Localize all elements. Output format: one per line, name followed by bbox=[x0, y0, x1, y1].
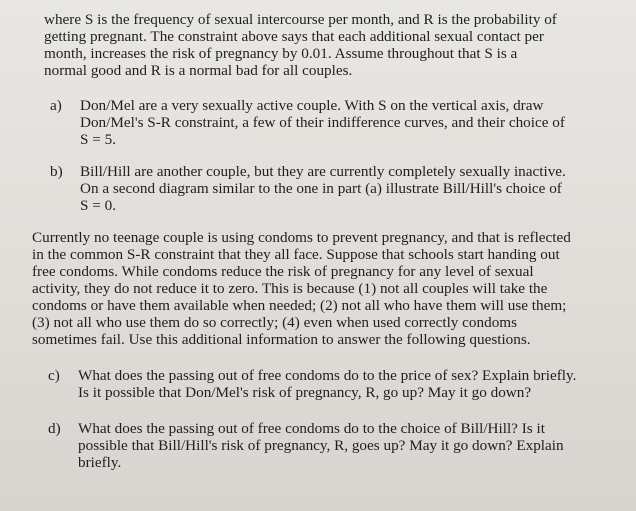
question-a-line: Don/Mel's S-R constraint, a few of their indifference curves, and their choice of bbox=[80, 114, 565, 131]
context-line: condoms or have them available when needed; (2) not all who have them will use them; bbox=[32, 297, 567, 314]
intro-line: normal good and R is a normal bad for all couples. bbox=[44, 62, 353, 79]
question-d-line: What does the passing out of free condoms do to the choice of Bill/Hill? Is it bbox=[78, 420, 545, 437]
question-a-line: S = 5. bbox=[80, 131, 116, 148]
intro-line: month, increases the risk of pregnancy by 0.01. Assume throughout that S is a bbox=[44, 45, 518, 62]
question-d-line: briefly. bbox=[78, 454, 122, 471]
question-b-text bbox=[80, 163, 566, 214]
question-b-label: b) bbox=[50, 163, 63, 180]
context-line: (3) not all who use them do so correctly; (4) even when used correctly condoms bbox=[32, 314, 518, 331]
question-b-line: S = 0. bbox=[80, 197, 116, 214]
question-a-line: Don/Mel are a very sexually active couple. With S on the vertical axis, draw bbox=[80, 97, 544, 114]
question-b-line: Bill/Hill are another couple, but they are currently completely sexually inactive. bbox=[80, 163, 566, 180]
question-c-text bbox=[78, 367, 576, 401]
intro-paragraph bbox=[44, 11, 564, 79]
context-line: in the common S-R constraint that they all face. Suppose that schools start handing out bbox=[32, 246, 560, 263]
question-c-label: c) bbox=[48, 367, 60, 384]
question-a-text bbox=[80, 97, 565, 148]
question-a bbox=[50, 97, 570, 149]
question-a-label: a) bbox=[50, 97, 62, 114]
question-c-line: What does the passing out of free condoms do to the price of sex? Explain briefly. bbox=[78, 367, 577, 384]
question-d-label: d) bbox=[48, 420, 61, 437]
intro-line: getting pregnant. The constraint above says that each additional sexual contact per bbox=[44, 28, 544, 45]
intro-line: where S is the frequency of sexual intercourse per month, and R is the probability of bbox=[44, 11, 557, 28]
context-line: free condoms. While condoms reduce the risk of pregnancy for any level of sexual bbox=[32, 263, 534, 280]
context-line: sometimes fail. Use this additional information to answer the following questions. bbox=[32, 331, 531, 348]
context-line: activity, they do not reduce it to zero. This is because (1) not all couples will take the bbox=[32, 280, 548, 297]
context-line: Currently no teenage couple is using condoms to prevent pregnancy, and that is reflected bbox=[32, 229, 571, 246]
question-c-line: Is it possible that Don/Mel's risk of pregnancy, R, go up? May it go down? bbox=[78, 384, 532, 401]
question-d bbox=[48, 420, 588, 474]
question-b-line: On a second diagram similar to the one in part (a) illustrate Bill/Hill's choice of bbox=[80, 180, 562, 197]
question-b bbox=[50, 163, 570, 215]
question-d-line: possible that Bill/Hill's risk of pregnancy, R, goes up? May it go down? Explain bbox=[78, 437, 564, 454]
question-c bbox=[48, 367, 588, 403]
question-d-text bbox=[78, 420, 564, 471]
context-paragraph bbox=[32, 229, 592, 348]
